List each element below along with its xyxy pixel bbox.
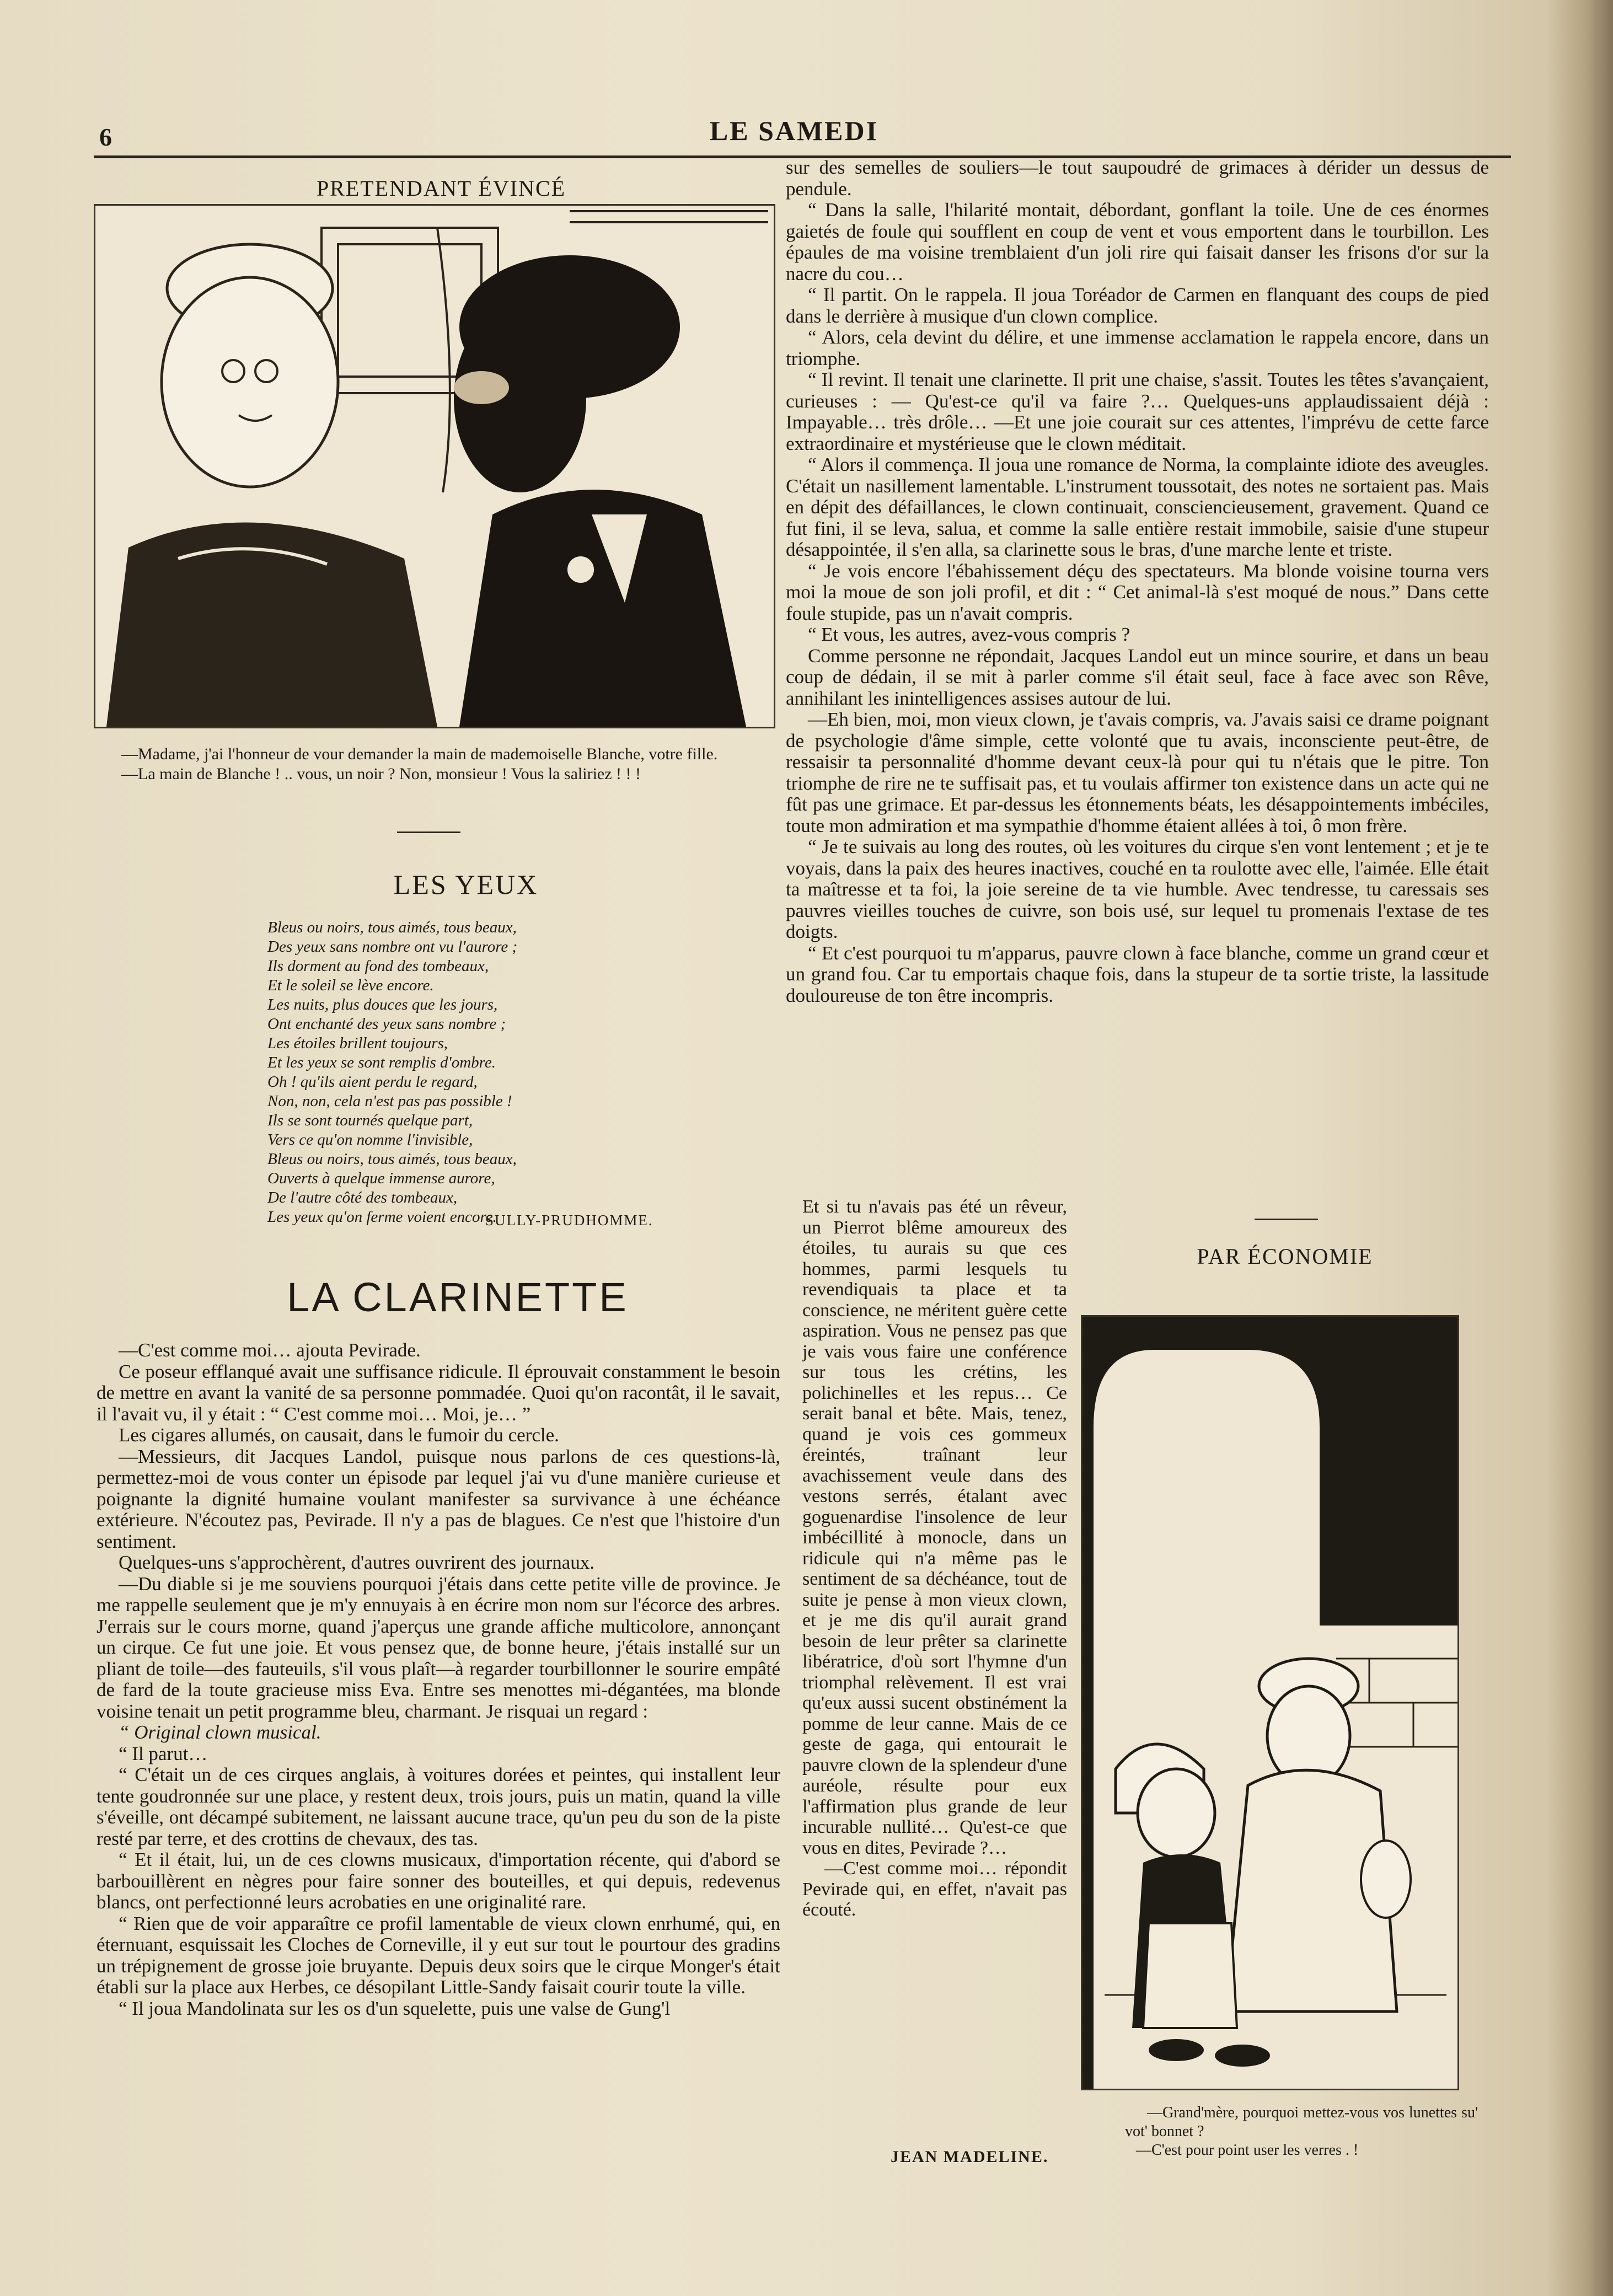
story-paragraph: —Messieurs, dit Jacques Landol, puisque nous parlons de ces questions-là, permettez-moi de vous conter un épisode par lequel j'ai vu d'une manière curieuse et poignante la dignité humaine voulant manifester sa survivance à une échéance extérieure. N'écoutez pas, Pevirade. Il n'y a pas de blagues. Ce n'est que l'histoire d'un sentiment.	[97, 1445, 780, 1552]
cartoon2-caption-line1: —Grand'mère, pourquoi mettez-vous vos lunettes su' vot' bonnet ?	[1125, 2104, 1478, 2140]
page-number: 6	[99, 123, 112, 151]
story-paragraph: “ Il joua Mandolinata sur les os d'un squelette, puis une valse de Gung'l	[119, 1997, 671, 2019]
poem-line: Oh ! qu'ils aient perdu le regard,	[267, 1073, 478, 1091]
cartoon1-caption-line1: —Madame, j'ai l'honneur de vour demander la main de mademoiselle Blanche, votre fille.	[121, 745, 718, 763]
cartoon2-caption	[1125, 2104, 1478, 2160]
poem-line: Bleus ou noirs, tous aimés, tous beaux,	[267, 1150, 517, 1168]
story-column-narrow	[802, 1197, 1067, 1921]
story-paragraph: Ce poseur efflanqué avait une suffisance ridicule. Il éprouvait constamment le besoin de mettre en avant la vanité de sa personne pommadée. Quoi qu'on racontât, il le savait, il l'avait vu, il y était : “ C'est comme moi… Moi, je… ”	[97, 1360, 780, 1425]
story-paragraph: “ Et vous, les autres, avez-vous compris ?	[808, 624, 1130, 645]
story-paragraph: “ Rien que de voir apparaître ce profil lamentable de vieux clown enrhumé, qui, en éternuant, esquissait les Cloches de Corneville, il y eut sur tout le pourtour des gradins un trépignement de grosse joie bruyante. Depuis deux soirs que le cirque Monger's était établi sur la place aux Herbes, ce désopilant Little-Sandy faisait courir toute la ville.	[97, 1912, 780, 1998]
story-paragraph: “ Et il était, lui, un de ces clowns musicaux, d'importation récente, qui d'abord se barbouillèrent en nègres pour faire sonner des bouteilles, et qui depuis, redevenus blancs, ont perfectionné leurs acrobaties en une originalité rare.	[97, 1849, 780, 1913]
masthead-title: LE SAMEDI	[709, 115, 879, 146]
cartoon1-drawing	[95, 206, 774, 727]
story-paragraph: “ Alors, cela devint du délire, et une immense acclamation le rappela encore, dans un triomphe.	[786, 326, 1489, 369]
poem-line: Ils se sont tournés quelque part,	[267, 1112, 473, 1129]
story-paragraph: “ C'était un de ces cirques anglais, à voitures dorées et peintes, qui installent leur tente goudronnée sur une place, y restent deux, trois jours, puis un matin, quand la ville s'éveille, ont décampé subitement, ne laissant aucune trace, qu'un peu du son de la piste resté par terre, et des crottins de chevaux, des tas.	[97, 1764, 780, 1849]
story-paragraph: “ Original clown musical.	[119, 1721, 321, 1743]
story-author: JEAN MADELINE.	[891, 2148, 1049, 2166]
story-paragraph: “ Il partit. On le rappela. Il joua Toréador de Carmen en flanquant des coups de pied dans le derrière à musique d'un clown complice.	[786, 284, 1489, 327]
story-column-2	[786, 157, 1489, 1006]
cartoon1-title: PRETENDANT ÉVINCÉ	[316, 176, 566, 201]
story-paragraph: Les cigares allumés, on causait, dans le fumoir du cercle.	[119, 1424, 559, 1446]
story-title: LA CLARINETTE	[287, 1274, 629, 1320]
poem-line: Des yeux sans nombre ont vu l'aurore ;	[267, 938, 518, 956]
poem-line: Et les yeux se sont remplis d'ombre.	[267, 1054, 496, 1071]
story-paragraph: “ Dans la salle, l'hilarité montait, débordant, gonflant la toile. Une de ces énormes gaietés de foule qui soufflent en coup de vent et vous emportent dans le tourbillon. Les épaules de ma voisine tremblaient d'un joli rire qui faisait danser les frisons d'or sur la nacre du cou…	[786, 199, 1489, 285]
poem-line: Les étoiles brillent toujours,	[267, 1034, 448, 1052]
poem-line: Bleus ou noirs, tous aimés, tous beaux,	[267, 919, 517, 936]
story-paragraph: “ Il revint. Il tenait une clarinette. Il prit une chaise, s'assit. Toutes les têtes s'avançaient, curieuses : — Qu'est-ce qu'il va faire ?… Quelques-uns applaudissaient déjà : Impayable… très drôle… —Et une joie courait sur ces attentes, l'imprévu de cette farce extraordinaire et mystérieuse que le clown méditait.	[786, 369, 1489, 454]
poem-line: De l'autre côté des tombeaux,	[267, 1189, 458, 1206]
story-paragraph: Comme personne ne répondait, Jacques Landol eut un mince sourire, et dans un beau coup de dédain, il se mit à parler comme s'il était seul, face à face avec son Rêve, annihilant les inintelligences assises autour de lui.	[786, 645, 1489, 709]
cartoon2-illustration	[1081, 1315, 1459, 2090]
cartoon1-caption	[99, 744, 772, 784]
cartoon1-caption-line2: —La main de Blanche ! .. vous, un noir ? Non, monsieur ! Vous la saliriez ! ! !	[121, 765, 641, 783]
poem-line: Et le soleil se lève encore.	[267, 977, 434, 994]
poem-line: Non, non, cela n'est pas pas possible !	[267, 1092, 512, 1110]
story-paragraph: Quelques-uns s'approchèrent, d'autres ouvrirent des journaux.	[119, 1552, 595, 1573]
story-paragraph: —C'est comme moi… ajouta Pevirade.	[119, 1339, 421, 1361]
poem-author: SULLY-PRUDHOMME.	[485, 1212, 653, 1229]
story-paragraph: sur des semelles de souliers—le tout saupoudré de grimaces à dérider un dessus de pendule.	[786, 157, 1489, 200]
poem-line: Vers ce qu'on nomme l'invisible,	[267, 1131, 473, 1149]
story-paragraph: Et si tu n'avais pas été un rêveur, un Pierrot blême amoureux des étoiles, tu aurais su que ces hommes, parmi lesquels tu revendiquais ta place et ta conscience, ne méritent guère cette aspiration. Vous ne pensez pas que je vais vous faire une conférence sur tous les crétins, les polichinelles et les repus… Ce serait banal et bête. Mais, tenez, quand je vois ces gommeux éreintés, traînant leur avachissement veule dans des vestons serrés, étalant avec goguenardise l'insolence de leur imbécillité à monocle, dans un ridicule qui n'a même pas le sentiment de sa déchéance, tout de suite je pense à mon vieux clown, et je me dis qu'il aurait grand besoin de leur prêter sa clarinette libératrice, d'où sort l'hymne d'un triomphal relèvement. Il est vrai qu'eux aussi sucent obstinément la pomme de leur canne. Mais de ce geste de gaga, qui entourait le pauvre clown de la splendeur d'une auréole, résulte pour eux l'affirmation plus grande de leur incurable nullité… Qu'est-ce que vous en dites, Pevirade ?…	[802, 1197, 1067, 1858]
cartoon2-caption-line2: —C'est pour point user les verres . !	[1136, 2142, 1359, 2159]
poem-line: Ont enchanté des yeux sans nombre ;	[267, 1015, 506, 1033]
poem-line: Les yeux qu'on ferme voient encore.	[267, 1208, 497, 1226]
poem-title: LES YEUX	[393, 869, 539, 900]
story-ending: —C'est comme moi… répondit Pevirade qui, en effet, n'avait pas écouté.	[802, 1858, 1067, 1920]
cartoon2-drawing	[1083, 1317, 1457, 2089]
poem-line: Ils dorment au fond des tombeaux,	[267, 957, 489, 975]
section-divider	[1255, 1219, 1318, 1220]
story-paragraph: —Du diable si je me souviens pourquoi j'étais dans cette petite ville de province. Je me rappelle seulement que je m'y ennuyais à en écrire mon nom sur l'écorce des arbres. J'errais sur le cours morne, quand j'aperçus une grande affiche multicolore, annonçant un cirque. Ce fut une joie. Et vous pensez que, de bonne heure, j'étais installé sur un pliant de toile—des fauteuils, s'il vous plaît—à regarder tourbillonner le sourire empâté de fard de la toute gracieuse miss Eva. Entre ses menottes mi-dégantées, ma blonde voisine tenait un petit programme bleu, charmant. Je risquai un regard :	[97, 1573, 780, 1722]
story-column-1	[97, 1340, 780, 2019]
page-spine-shadow	[1547, 0, 1613, 2296]
story-paragraph: “ Il parut…	[119, 1742, 208, 1764]
story-paragraph: “ Je te suivais au long des routes, où les voitures du cirque s'en vont lentement ; et je te voyais, dans la paix des heures inactives, couché en ta roulotte avec elle, l'aimée. Elle était ta maîtresse et ta foi, la joie sereine de ta vie humble. Avec tendresse, tu caressais ses pauvres vieilles touches de cuivre, son bois usé, sur lequel tu promenais l'extase de tes doigts.	[786, 836, 1489, 942]
poem-body	[267, 918, 609, 1227]
cartoon1-illustration	[94, 204, 775, 728]
section-divider	[397, 832, 460, 833]
story-paragraph: “ Je vois encore l'ébahissement déçu des spectateurs. Ma blonde voisine tourna vers moi la moue de son joli profil, et dit : “ Cet animal-là s'est moqué de nous.” Dans cette foule stupide, pas un n'avait compris.	[786, 560, 1489, 624]
story-paragraph: “ Et c'est pourquoi tu m'apparus, pauvre clown à face blanche, comme un grand cœur et un grand fou. Car tu emportais chaque fois, dans la stupeur de ta sortie triste, la lassitude douloureuse de ton être incompris.	[786, 942, 1489, 1006]
story-paragraph: “ Alors il commença. Il joua une romance de Norma, la complainte idiote des aveugles. C'était un nasillement lamentable. L'instrument toussotait, des notes ne sortaient pas. Mais en dépit des défaillances, le clown continuait, consciencieusement, gravement. Quand ce fut fini, il se leva, salua, et comme la salle entière restait immobile, saisie d'une stupeur désappointée, il s'en alla, sa clarinette sous le bras, d'une marche lente et triste.	[786, 454, 1489, 560]
poem-line: Les nuits, plus douces que les jours,	[267, 996, 498, 1013]
story-paragraph: —Eh bien, moi, mon vieux clown, je t'avais compris, va. J'avais saisi ce drame poignant de psychologie d'âme simple, cette volonté que tu avais, inconsciente peut-être, de ressaisir ta personnalité d'homme devant ceux-là pour qui tu n'étais que le pitre. Ton triomphe de rire ne te suffisait pas, et tu voulais affirmer ton existence dans un acte qui ne fût pas une grimace. Et par-dessus les étonnements béats, les désappointements imbéciles, toute mon admiration et ma sympathie d'homme étaient allées à toi, ô mon frère.	[786, 709, 1489, 836]
cartoon2-title: PAR ÉCONOMIE	[1197, 1244, 1373, 1269]
poem-line: Ouverts à quelque immense aurore,	[267, 1170, 495, 1187]
